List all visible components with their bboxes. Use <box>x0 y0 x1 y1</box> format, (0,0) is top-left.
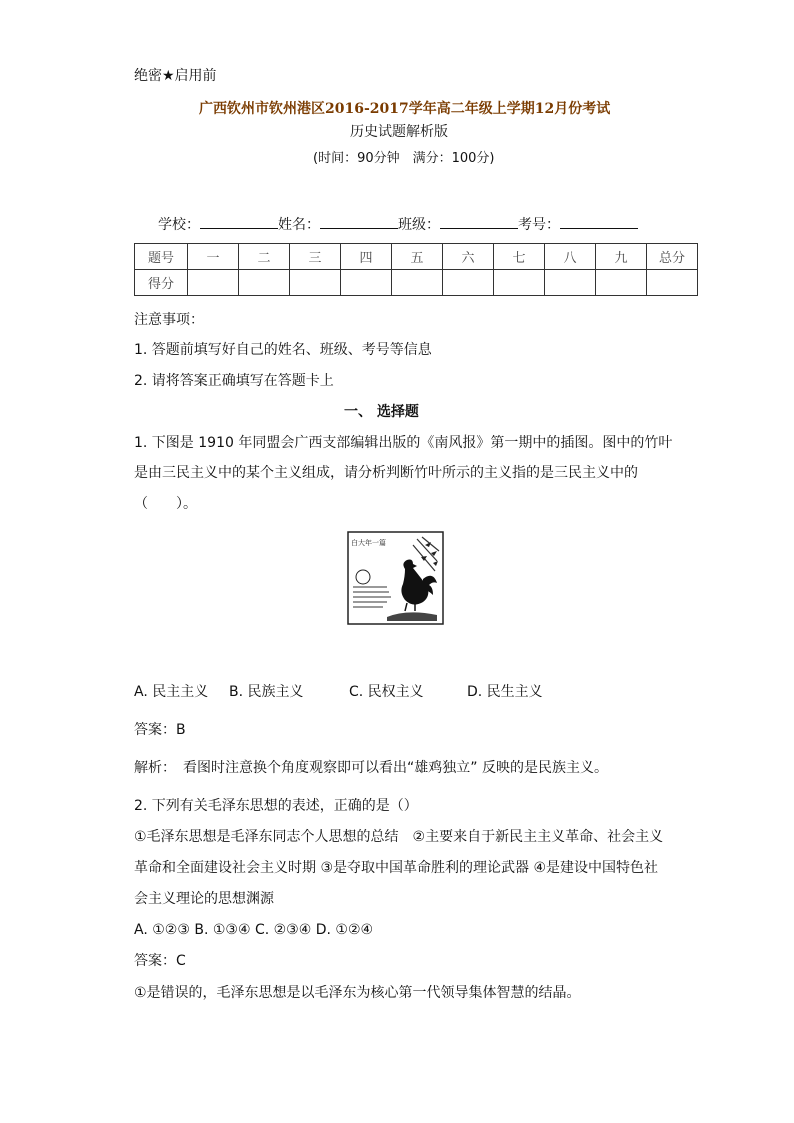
figure-caption: 白大年一篇 <box>351 539 386 547</box>
rooster-illustration <box>347 531 444 625</box>
header-cell: 题号 <box>135 244 188 270</box>
notes-heading: 注意事项： <box>134 312 204 328</box>
header-cell: 八 <box>545 244 596 270</box>
q1-option[interactable]: B. 民族主义 <box>229 684 304 700</box>
score-cell[interactable] <box>647 270 698 296</box>
q1-option[interactable]: D. 民生主义 <box>467 684 543 700</box>
header-cell: 总分 <box>647 244 698 270</box>
score-cell[interactable] <box>290 270 341 296</box>
note-item: 1. 答题前填写好自己的姓名、班级、考号等信息 <box>134 342 432 358</box>
q1-option[interactable]: A. 民主主义 <box>134 684 209 700</box>
name-label: 姓名： <box>278 217 320 233</box>
score-cell[interactable] <box>494 270 545 296</box>
score-cell[interactable] <box>443 270 494 296</box>
exam-subtitle: 历史试题解析版 <box>350 124 448 140</box>
q2-stem-line: 2. 下列有关毛泽东思想的表述，正确的是（） <box>134 798 418 814</box>
confidential-label: 绝密★启用前 <box>134 68 217 84</box>
rooster-illustration-drawing <box>347 531 444 625</box>
q2-stem-line: ①毛泽东思想是毛泽东同志个人思想的总结 ②主要来自于新民主主义革命、社会主义 <box>134 829 664 845</box>
score-row-label: 得分 <box>135 270 188 296</box>
q1-stem-line: （ ）。 <box>134 496 197 512</box>
q2-stem-line: 会主义理论的思想渊源 <box>134 891 274 907</box>
header-cell: 三 <box>290 244 341 270</box>
class-blank[interactable] <box>440 214 518 229</box>
score-table-score-row <box>135 270 698 296</box>
header-cell: 七 <box>494 244 545 270</box>
q1-option[interactable]: C. 民权主义 <box>349 684 424 700</box>
score-cell[interactable] <box>341 270 392 296</box>
q2-answer: 答案：C <box>134 953 186 969</box>
q1-analysis: 解析： 看图时注意换个角度观察即可以看出“雄鸡独立” 反映的是民族主义。 <box>134 760 608 776</box>
exam-title: 广西钦州市钦州港区2016-2017学年高二年级上学期12月份考试 <box>199 101 611 117</box>
q2-analysis: ①是错误的，毛泽东思想是以毛泽东为核心第一代领导集体智慧的结晶。 <box>134 985 581 1001</box>
name-blank[interactable] <box>320 214 398 229</box>
school-blank[interactable] <box>200 214 278 229</box>
q2-options[interactable]: A. ①②③ B. ①③④ C. ②③④ D. ①②④ <box>134 922 374 938</box>
score-cell[interactable] <box>392 270 443 296</box>
header-cell: 六 <box>443 244 494 270</box>
time-score-line: (时间：90分钟 满分：100分) <box>313 151 495 166</box>
class-label: 班级： <box>398 217 440 233</box>
student-info-line <box>158 214 638 235</box>
note-item: 2. 请将答案正确填写在答题卡上 <box>134 373 334 389</box>
header-cell: 二 <box>239 244 290 270</box>
header-cell: 一 <box>188 244 239 270</box>
school-label: 学校： <box>158 217 200 233</box>
score-cell[interactable] <box>239 270 290 296</box>
q1-answer: 答案：B <box>134 722 186 738</box>
header-cell: 五 <box>392 244 443 270</box>
section-title: 一、 选择题 <box>344 404 419 420</box>
q1-stem-line: 1. 下图是 1910 年同盟会广西支部编辑出版的《南风报》第一期中的插图。图中的竹叶 <box>134 435 673 451</box>
score-cell[interactable] <box>188 270 239 296</box>
score-cell[interactable] <box>596 270 647 296</box>
score-table-header-row <box>135 244 698 270</box>
score-table <box>134 243 698 296</box>
exam-no-label: 考号： <box>518 217 560 233</box>
header-cell: 四 <box>341 244 392 270</box>
header-cell: 九 <box>596 244 647 270</box>
q2-stem-line: 革命和全面建设社会主义时期 ③是夺取中国革命胜利的理论武器 ④是建设中国特色社 <box>134 860 658 876</box>
exam-no-blank[interactable] <box>560 214 638 229</box>
q1-stem-line: 是由三民主义中的某个主义组成，请分析判断竹叶所示的主义指的是三民主义中的 <box>134 465 638 481</box>
score-cell[interactable] <box>545 270 596 296</box>
